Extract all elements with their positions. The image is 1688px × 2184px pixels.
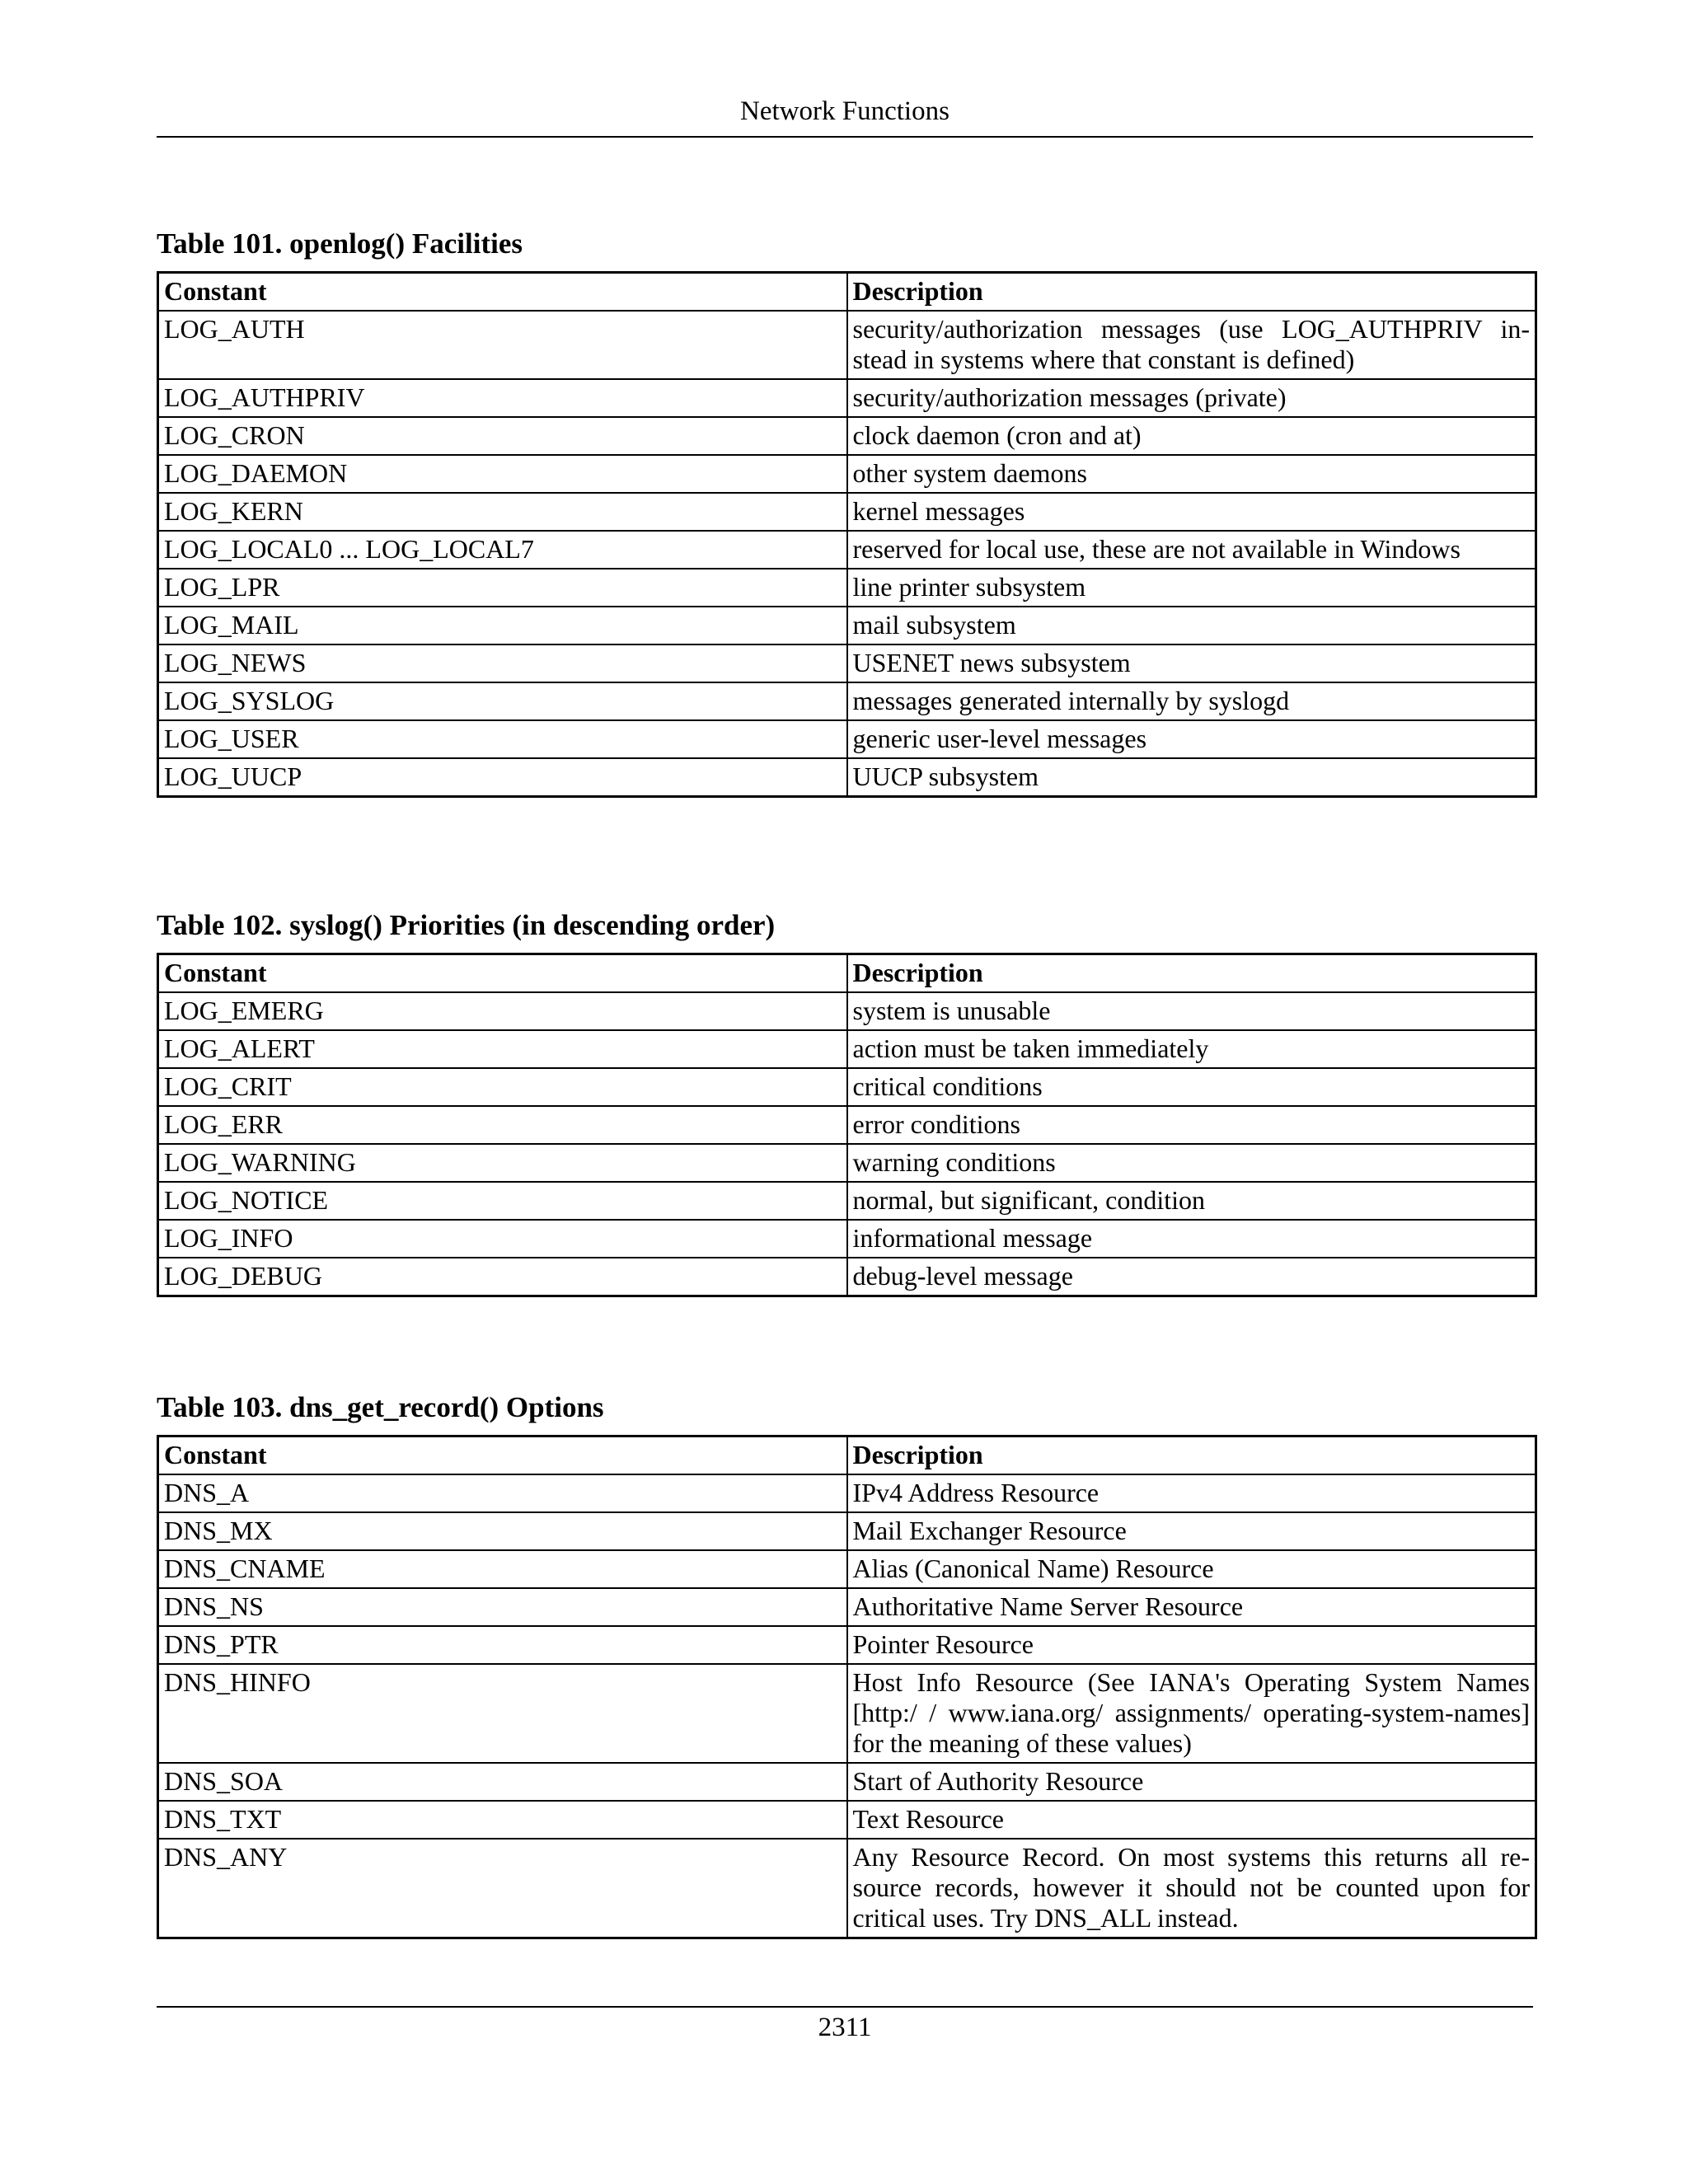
table-row: [158, 1626, 1536, 1664]
constant-cell: LOG_WARNING: [158, 1144, 847, 1182]
table-row: [158, 569, 1536, 607]
description-cell: informational message: [847, 1220, 1536, 1258]
description-cell: Text Resource: [847, 1801, 1536, 1839]
description-cell: other system daemons: [847, 455, 1536, 493]
description-cell: Mail Exchanger Resource: [847, 1512, 1536, 1550]
table-header-row: [158, 273, 1536, 312]
constant-cell: LOG_SYSLOG: [158, 682, 847, 720]
table-row: [158, 1106, 1536, 1144]
constant-cell: LOG_DAEMON: [158, 455, 847, 493]
table-row: [158, 992, 1536, 1030]
table-row: [158, 644, 1536, 682]
description-cell: security/authorization messages (use LOG_AUTHPRIV in-stead in systems where that constant is defined): [847, 311, 1536, 379]
table-row: [158, 1550, 1536, 1588]
table-row: [158, 1588, 1536, 1626]
table-row: [158, 607, 1536, 644]
column-header-description: Description: [847, 273, 1536, 312]
constant-cell: LOG_LOCAL0 ... LOG_LOCAL7: [158, 531, 847, 569]
table-row: [158, 758, 1536, 797]
constant-cell: DNS_CNAME: [158, 1550, 847, 1588]
dns-get-record-options-table: [157, 1435, 1537, 1939]
syslog-priorities-table: [157, 953, 1537, 1297]
description-cell: system is unusable: [847, 992, 1536, 1030]
constant-cell: DNS_TXT: [158, 1801, 847, 1839]
constant-cell: LOG_UUCP: [158, 758, 847, 797]
openlog-facilities-table: [157, 271, 1537, 798]
description-cell: debug-level message: [847, 1258, 1536, 1296]
constant-cell: LOG_EMERG: [158, 992, 847, 1030]
table-row: [158, 379, 1536, 417]
table-row: [158, 455, 1536, 493]
table-row: [158, 1664, 1536, 1763]
column-header-description: Description: [847, 954, 1536, 993]
header-rule: [157, 136, 1533, 138]
description-cell: critical conditions: [847, 1068, 1536, 1106]
constant-cell: DNS_A: [158, 1474, 847, 1512]
constant-cell: LOG_CRIT: [158, 1068, 847, 1106]
table-block-syslog-priorities: [157, 908, 1533, 1297]
table-row: [158, 1144, 1536, 1182]
footer-rule: [157, 2006, 1533, 2008]
column-header-description: Description: [847, 1436, 1536, 1475]
constant-cell: DNS_ANY: [158, 1839, 847, 1938]
table-block-dns-get-record-options: [157, 1390, 1533, 1939]
constant-cell: LOG_CRON: [158, 417, 847, 455]
table-row: [158, 417, 1536, 455]
constant-cell: LOG_LPR: [158, 569, 847, 607]
description-cell: USENET news subsystem: [847, 644, 1536, 682]
table-row: [158, 1801, 1536, 1839]
table-header-row: [158, 1436, 1536, 1475]
table-row: [158, 1763, 1536, 1801]
constant-cell: LOG_AUTHPRIV: [158, 379, 847, 417]
description-cell: Start of Authority Resource: [847, 1763, 1536, 1801]
description-cell: line printer subsystem: [847, 569, 1536, 607]
running-header: Network Functions: [740, 96, 950, 126]
constant-cell: LOG_KERN: [158, 493, 847, 531]
constant-cell: DNS_SOA: [158, 1763, 847, 1801]
table-row: [158, 1220, 1536, 1258]
constant-cell: DNS_PTR: [158, 1626, 847, 1664]
description-cell: mail subsystem: [847, 607, 1536, 644]
table-row: [158, 682, 1536, 720]
table-row: [158, 531, 1536, 569]
constant-cell: DNS_MX: [158, 1512, 847, 1550]
table-block-openlog-facilities: [157, 227, 1533, 798]
column-header-constant: Constant: [158, 1436, 847, 1475]
description-cell: reserved for local use, these are not available in Windows: [847, 531, 1536, 569]
description-cell: normal, but significant, condition: [847, 1182, 1536, 1220]
column-header-constant: Constant: [158, 954, 847, 993]
description-cell: Host Info Resource (See IANA's Operating System Names [http:/ / www.iana.org/ assignments/ operating-system-names] for the meaning of these values): [847, 1664, 1536, 1763]
table-row: [158, 1182, 1536, 1220]
description-cell: Any Resource Record. On most systems this returns all re-source records, however it should not be counted upon for critical uses. Try DNS_ALL instead.: [847, 1839, 1536, 1938]
description-cell: action must be taken immediately: [847, 1030, 1536, 1068]
table-row: [158, 1839, 1536, 1938]
description-cell: warning conditions: [847, 1144, 1536, 1182]
constant-cell: LOG_NOTICE: [158, 1182, 847, 1220]
table-row: [158, 493, 1536, 531]
description-cell: Alias (Canonical Name) Resource: [847, 1550, 1536, 1588]
constant-cell: DNS_HINFO: [158, 1664, 847, 1763]
table-row: [158, 1030, 1536, 1068]
table-row: [158, 1068, 1536, 1106]
table-row: [158, 1474, 1536, 1512]
constant-cell: LOG_USER: [158, 720, 847, 758]
constant-cell: LOG_ALERT: [158, 1030, 847, 1068]
description-cell: Pointer Resource: [847, 1626, 1536, 1664]
constant-cell: LOG_NEWS: [158, 644, 847, 682]
description-cell: generic user-level messages: [847, 720, 1536, 758]
table-title: Table 102. syslog() Priorities (in descending order): [157, 909, 776, 941]
table-row: [158, 1258, 1536, 1296]
constant-cell: LOG_DEBUG: [158, 1258, 847, 1296]
description-cell: error conditions: [847, 1106, 1536, 1144]
column-header-constant: Constant: [158, 273, 847, 312]
table-row: [158, 1512, 1536, 1550]
description-cell: UUCP subsystem: [847, 758, 1536, 797]
table-title: Table 101. openlog() Facilities: [157, 227, 523, 260]
description-cell: IPv4 Address Resource: [847, 1474, 1536, 1512]
description-cell: kernel messages: [847, 493, 1536, 531]
description-cell: security/authorization messages (private): [847, 379, 1536, 417]
description-cell: messages generated internally by syslogd: [847, 682, 1536, 720]
constant-cell: DNS_NS: [158, 1588, 847, 1626]
constant-cell: LOG_AUTH: [158, 311, 847, 379]
constant-cell: LOG_ERR: [158, 1106, 847, 1144]
table-row: [158, 311, 1536, 379]
table-header-row: [158, 954, 1536, 993]
table-row: [158, 720, 1536, 758]
constant-cell: LOG_MAIL: [158, 607, 847, 644]
description-cell: clock daemon (cron and at): [847, 417, 1536, 455]
page-number: 2311: [818, 2013, 872, 2042]
description-cell: Authoritative Name Server Resource: [847, 1588, 1536, 1626]
table-title: Table 103. dns_get_record() Options: [157, 1391, 604, 1423]
constant-cell: LOG_INFO: [158, 1220, 847, 1258]
